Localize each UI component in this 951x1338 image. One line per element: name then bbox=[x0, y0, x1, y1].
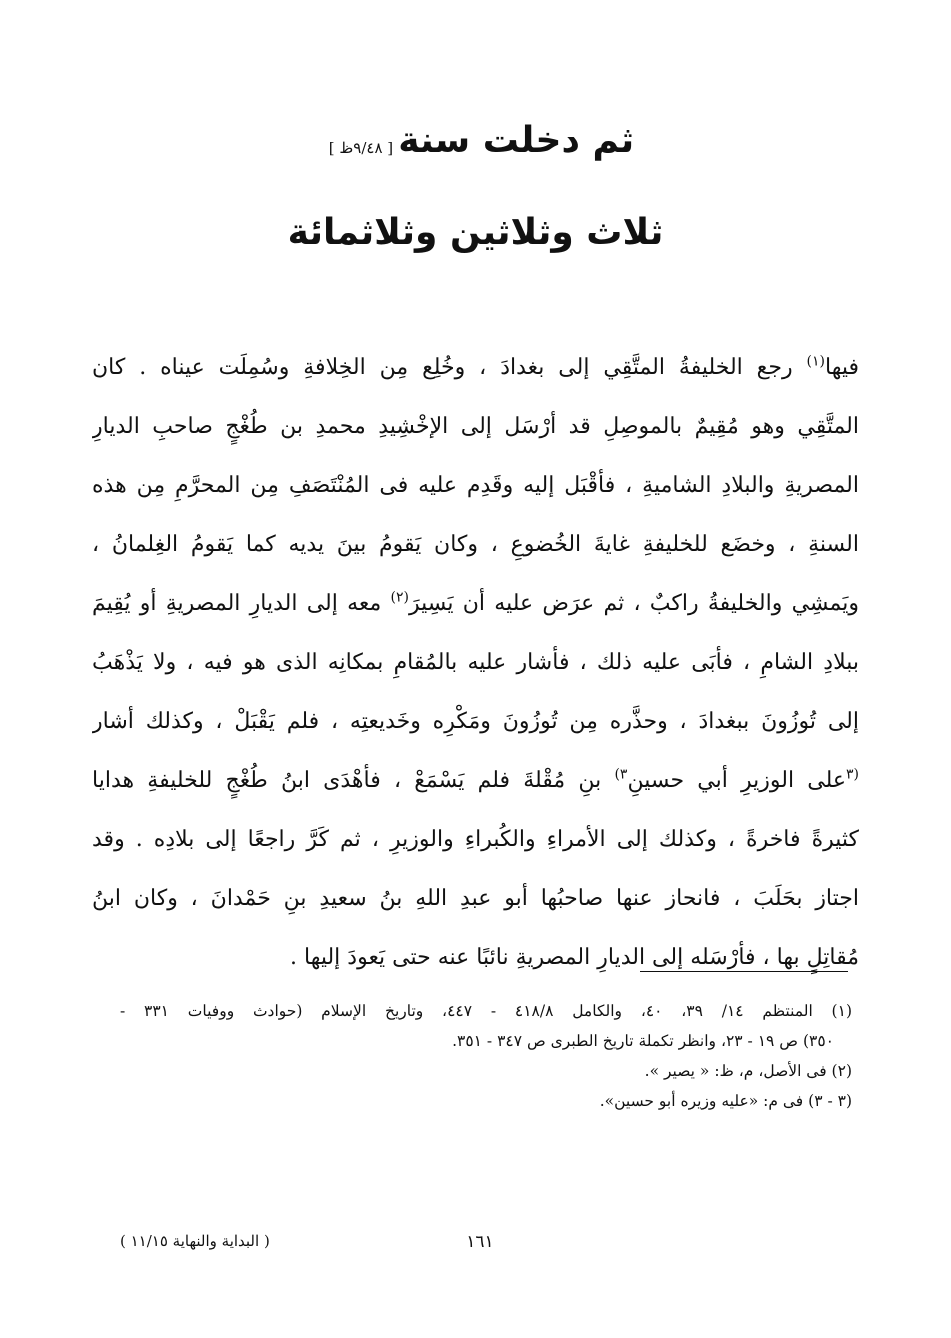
footnote-1-continued: ٣٥٠) ص ١٩ - ٢٣، وانظر تكملة تاريخ الطبرى ص ٣٤٧ - ٣٥١. bbox=[452, 1032, 834, 1050]
text-line-4: السنةِ ، وخضَع للخليفةِ غايةَ الخُضوعِ ، وكان يَقومُ بينَ يديه كما يَقومُ الغِلمانُ ، bbox=[92, 532, 859, 557]
text-line-9: كثيرةً فاخرةً ، وكذلك إلى الأمراءِ والكُبراءِ والوزيرِ ، ثم كَرَّ راجعًا إلى بلادِه . وقد bbox=[92, 827, 859, 852]
text-segment: معه إلى الديارِ المصريةِ أو يُقِيمَ bbox=[92, 591, 391, 616]
text-segment: فيها bbox=[825, 355, 859, 380]
text-line-11: مُقاتِلٍ بها ، فأرْسَله إلى الديارِ المصريةِ نائبًا عنه حتى يَعودَ إليها . bbox=[290, 945, 859, 970]
text-line-8 bbox=[92, 751, 859, 810]
text-line-1 bbox=[92, 338, 859, 397]
text-segment: على الوزيرِ أبي حسينِ bbox=[627, 768, 847, 793]
footnote-marker-3-open: (٣ bbox=[846, 766, 859, 783]
footnote-marker-2: (٢) bbox=[390, 589, 409, 606]
text-segment: بنِ مُقْلةَ فلم يَسْمَعْ ، فأهْدَى ابنُ طُغْجٍ للخليفةِ هدايا bbox=[92, 768, 615, 793]
text-line-2: المتَّقِي وهو مُقِيمٌ بالموصِلِ قد أرْسَل إلى الإخْشِيدِ محمدِ بن طُغْجٍ صاحبِ الديارِ bbox=[92, 414, 859, 439]
chapter-heading-line-1 bbox=[0, 120, 951, 161]
footnote-separator bbox=[640, 971, 848, 972]
text-segment: رجع الخليفةُ المتَّقِي إلى بغدادَ ، وخُلِع مِن الخِلافةِ وسُمِلَت عيناه . كان bbox=[92, 355, 807, 380]
main-text bbox=[92, 338, 859, 987]
footnote-3: (٣ - ٣) فى م: «عليه وزيره أبو حسين». bbox=[599, 1092, 852, 1110]
text-line-7: إلى تُوزُونَ ببغدادَ ، وحذَّره مِن تُوزُونَ ومَكْرِه وخَديعتِه ، فلم يَقْبَلْ ، وكذلك أشار bbox=[92, 709, 859, 734]
footnote-marker-3-close: ٣) bbox=[614, 766, 628, 783]
footnote-2: (٢) فى الأصل، م، ظ: « يصير ». bbox=[644, 1062, 852, 1080]
text-line-10: اجتاز بحَلَبَ ، فانحاز عنها صاحبُها أبو عبدِ اللهِ بنُ سعيدِ بنِ حَمْدانَ ، وكان ابنُ bbox=[92, 886, 859, 911]
chapter-heading-line-2: ثلاث وثلاثين وثلاثمائة bbox=[287, 212, 664, 253]
manuscript-page-reference: [ ٩/٤٨ظ ] bbox=[328, 138, 394, 157]
footnote-1: (١) المنتظم ١٤/ ٣٩، ٤٠، والكامل ٤١٨/٨ - ٤٤٧، وتاريخ الإسلام (حوادث ووفيات ٣٣١ - bbox=[120, 1002, 852, 1020]
footnotes bbox=[120, 996, 852, 1116]
chapter-title: ثم دخلت سنة bbox=[398, 120, 635, 161]
text-line-3: المصريةِ والبلادِ الشاميةِ ، فأقْبَل إليه وقَدِم عليه فى المُنْتَصَفِ مِن المحرَّمِ مِن هذه bbox=[92, 473, 859, 498]
text-line-5 bbox=[92, 574, 859, 633]
text-segment: ويَمشِي والخليفةُ راكبٌ ، ثم عرَض عليه أن يَسِيرَ bbox=[409, 591, 859, 616]
page-number: ١٦١ bbox=[466, 1232, 494, 1252]
text-line-6: ببلادِ الشامِ ، فأبَى عليه ذلك ، فأشار عليه بالمُقامِ بمكانِه الذى هو فيه ، ولا يَذْهَبُ bbox=[92, 650, 859, 675]
source-reference: ( البداية والنهاية ١١/١٥ ) bbox=[120, 1232, 270, 1250]
footnote-marker-1: (١) bbox=[806, 353, 825, 370]
